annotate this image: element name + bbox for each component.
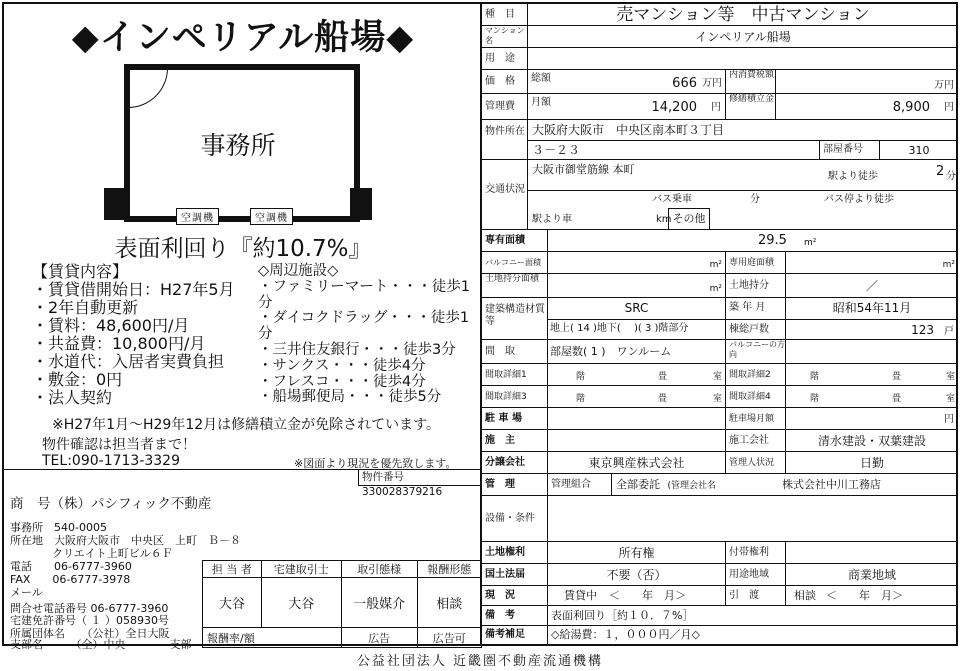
floorplan-room-label: 事務所 — [200, 131, 276, 160]
landright-value: 所有権 — [548, 542, 726, 563]
car-label: 駅より車 — [532, 214, 572, 225]
garden-cell — [786, 252, 958, 273]
near-line: ・ダイコクドラッグ・・・徒歩1分 — [258, 310, 470, 343]
staff-value: 一般媒介 — [341, 578, 417, 628]
license-number: 宅建免許番号（ １ ）058930号 — [10, 614, 169, 627]
traffic-label: 交通状況 — [482, 160, 528, 229]
contact-note — [42, 437, 196, 469]
detail2-label: 間取詳細2 — [726, 364, 786, 385]
balcony-label: バルコニー面積 — [482, 252, 548, 273]
walk-value: 2 — [936, 164, 945, 179]
row-right — [482, 542, 958, 564]
yen-unit: 円 — [944, 102, 954, 113]
monthly-label: 月額 — [531, 97, 551, 108]
units-value: 123 — [911, 323, 934, 337]
m2-unit: m² — [709, 284, 722, 294]
footer-org: 公益社団法人 近畿圏不動産流通機構 — [356, 654, 604, 669]
detail3-label: 間取詳細3 — [482, 386, 548, 407]
near-line: ・ファミリーマート・・・徒歩1分 — [258, 278, 470, 311]
current-value: 賃貸中 — [564, 589, 597, 602]
traffic-cell — [528, 160, 958, 229]
staff-value: 大谷 — [203, 578, 262, 628]
cond-line: ・2年自動更新 — [32, 298, 139, 317]
property-title: ◆インペリアル船場◆ — [71, 18, 415, 58]
near-line: ◇周辺施設◇ — [258, 263, 339, 279]
mgmt-value: 14,200 — [651, 100, 697, 115]
near-line: ・フレスコ・・・徒歩4分 — [258, 373, 426, 390]
row-area — [482, 230, 958, 252]
shitsu-unit: 室 — [945, 372, 955, 382]
row-builder — [482, 430, 958, 452]
row-law — [482, 564, 958, 586]
kai-unit: 階 — [576, 372, 586, 382]
office-tel: 電話 06-6777-3960 — [10, 560, 132, 573]
row-balcony — [482, 252, 958, 274]
column-left — [104, 188, 126, 220]
struct-label: 建築構造材質等 — [482, 298, 548, 339]
price-cell — [528, 70, 726, 93]
remark2-label: 備考補足 — [482, 626, 548, 644]
office-fax: FAX 06-6777-3978 — [10, 573, 131, 586]
row-detail3 — [482, 386, 958, 408]
rental-conditions — [32, 263, 235, 407]
cond-line: ・賃貸借開始日：H27年5月 — [32, 280, 235, 299]
dir-label: バルコニーの方向 — [726, 340, 786, 363]
price-label: 価 格 — [482, 70, 528, 93]
tax-unit: 万円 — [934, 80, 954, 91]
share2-value: ／ — [865, 279, 878, 293]
deliv-label: 引 渡 — [726, 586, 786, 605]
kind-label: 種 目 — [482, 4, 528, 25]
row-manage — [482, 474, 958, 496]
yield-headline: 表面利回り『約10.7%』 — [114, 236, 372, 262]
units-label: 棟総戸数 — [726, 319, 786, 340]
shitsu-unit: 室 — [712, 372, 722, 382]
staff-value: 大谷 — [261, 578, 341, 628]
kai-unit: 階 — [576, 394, 586, 404]
cond-line: 【賃貸内容】 — [32, 262, 129, 281]
mgmt-label: 管理費 — [482, 94, 528, 119]
yen-unit: 円 — [711, 102, 721, 113]
row-share — [482, 274, 958, 298]
detail4-cell — [786, 386, 958, 407]
landright-label: 土地権利 — [482, 542, 548, 563]
equip-label: 設備・条件 — [482, 496, 548, 541]
row-current — [482, 586, 958, 606]
row-layout — [482, 340, 958, 364]
office-address: 所在地 大阪府大阪市 中央区 上町 Ｂ－８ — [10, 534, 241, 547]
current-date: ＜ 年 月＞ — [609, 589, 686, 602]
busstop-label: バス停より徒歩 — [824, 194, 894, 205]
floors-value: 地上( 14 )地下( )( 3 )階部分 — [548, 319, 726, 338]
loc-line1: 大阪府大阪市 中央区南本町３丁目 — [532, 123, 725, 137]
cond-line: ・法人契約 — [32, 388, 113, 407]
const-label: 施工会社 — [726, 430, 786, 451]
row-structure — [482, 298, 958, 340]
row-sales — [482, 452, 958, 474]
row-location — [482, 120, 958, 160]
tatami-unit: 畳 — [658, 372, 668, 382]
zone-value: 商業地域 — [847, 568, 896, 582]
fee-label: 報酬率/額 — [203, 628, 342, 648]
use-label: 用 途 — [482, 48, 528, 69]
staff-header: 報酬形態 — [417, 561, 481, 578]
walk-label: 駅より徒歩 — [828, 171, 878, 182]
remark-value: 表面利回り［約１０．７%］ — [551, 609, 694, 622]
sales-value: 東京興産株式会社 — [548, 452, 726, 473]
flyer-frame — [2, 2, 958, 651]
deliv-date: ＜ 年 月＞ — [826, 589, 903, 602]
row-remark2 — [482, 626, 958, 644]
staff-header: 取引態様 — [341, 561, 417, 578]
area-cell — [548, 230, 958, 251]
built-label: 築 年 月 — [726, 298, 786, 319]
current-label: 現 況 — [482, 586, 548, 605]
other-label: その他 — [668, 208, 710, 230]
repair-cell — [776, 94, 958, 119]
price-unit: 万円 — [702, 78, 722, 89]
detail1-label: 間取詳細1 — [482, 364, 548, 385]
km-unit: km — [656, 214, 672, 225]
mstatus-label: 管理人状況 — [726, 452, 786, 473]
built-value: 昭和54年11月 — [832, 301, 912, 315]
built-cell — [726, 298, 958, 339]
area-unit: m² — [804, 238, 817, 248]
column-right — [350, 188, 372, 220]
repair-label: 修繕積立金 — [726, 94, 776, 119]
tatami-unit: 畳 — [892, 372, 902, 382]
branch-name: 支部名 （全）中央 支部 — [10, 638, 192, 651]
row-kind — [482, 4, 958, 26]
units-unit: 戸 — [944, 326, 954, 337]
remark2-value: ◇給湯費：１，０００円／月◇ — [551, 628, 700, 641]
zone-label: 用途地域 — [726, 564, 786, 585]
mco-value: 株式会社中川工務店 — [782, 478, 881, 491]
left-panel — [4, 4, 482, 651]
area-label: 専有面積 — [482, 230, 548, 251]
const-value: 清水建設・双葉建設 — [817, 434, 926, 448]
min-unit: 分 — [946, 171, 956, 182]
yen-unit: 円 — [944, 414, 954, 425]
detail3-cell — [548, 386, 726, 407]
train-line: 大阪市御堂筋線 本町 — [532, 163, 635, 176]
confirm-text: 物件確認は担当者まで！ — [42, 437, 196, 453]
loc-label: 物件所在 — [482, 120, 528, 159]
name-label: マンション名 — [482, 26, 528, 47]
row-use — [482, 48, 958, 70]
deliv-cell — [786, 586, 958, 605]
property-number: 物件番号 330028379216 — [358, 469, 482, 486]
remark-label: 備 考 — [482, 606, 548, 625]
struct-value: SRC — [624, 301, 649, 315]
row-name — [482, 26, 958, 48]
tatami-unit: 畳 — [658, 394, 668, 404]
parkfee-cell — [786, 408, 958, 429]
loc-cell — [528, 120, 958, 159]
price-value: 666 — [672, 76, 697, 91]
ac-unit-1: 空調機 — [176, 208, 219, 225]
shitsu-unit: 室 — [712, 394, 722, 404]
law-value: 不要（否） — [548, 564, 726, 585]
bus-label: バス乗車 — [652, 194, 692, 205]
loc-line2: ３－２３ — [528, 140, 820, 160]
floorplan — [104, 64, 372, 224]
consign-value: 全部委託 — [616, 478, 660, 491]
row-price — [482, 70, 958, 94]
org-name: 所属団体名 （公社）全日大阪 — [10, 627, 170, 640]
parking-label: 駐 車 場 — [482, 408, 548, 429]
m2-unit: m² — [942, 260, 955, 270]
mgmt-cell — [528, 94, 726, 119]
share2-label: 土地持分 — [726, 274, 786, 297]
cond-line: ・賃料：48,600円/月 — [32, 316, 190, 335]
mco-label: (管理会社名 — [667, 481, 717, 491]
name-value: インペリアル船場 — [695, 30, 791, 44]
current-cell — [548, 586, 726, 605]
tatami-unit: 畳 — [892, 394, 902, 404]
area-value: 29.5 — [758, 233, 787, 248]
union-label: 管理組合 — [548, 474, 612, 495]
layout-value: 部屋数( 1 ) ワンルーム — [548, 340, 726, 363]
ad-label: 広告 — [341, 628, 417, 648]
bus-min: 分 — [750, 194, 760, 205]
staff-header: 担 当 者 — [203, 561, 262, 578]
right-panel — [482, 4, 958, 644]
office-mail: メール — [10, 586, 43, 599]
m2-unit: m² — [709, 260, 722, 270]
inquiry-tel: 問合せ電話番号 06-6777-3960 — [10, 602, 169, 615]
tax-label: 内消費税額 — [726, 70, 776, 93]
mstatus-value: 日勤 — [859, 456, 884, 470]
tax-cell — [776, 70, 958, 93]
cond-line: ・水道代：入居者実費負担 — [32, 352, 225, 371]
detail1-cell — [548, 364, 726, 385]
struct-cell — [548, 298, 726, 339]
kai-unit: 階 — [810, 394, 820, 404]
balcony-cell — [548, 252, 726, 273]
consign-cell — [612, 474, 958, 495]
share-label: 土地持分面積 — [482, 274, 548, 297]
staff-value: 相談 — [417, 578, 481, 628]
detail4-label: 間取詳細4 — [726, 386, 786, 407]
near-line: ・三井住友銀行・・・徒歩3分 — [258, 341, 456, 358]
extra-label: 付帯権利 — [726, 542, 786, 563]
units-cell — [786, 319, 958, 340]
shitsu-unit: 室 — [945, 394, 955, 404]
row-parking — [482, 408, 958, 430]
garden-label: 専用庭面積 — [726, 252, 786, 273]
layout-label: 間 取 — [482, 340, 548, 363]
detail2-cell — [786, 364, 958, 385]
row-equip — [482, 496, 958, 542]
share-cell — [548, 274, 726, 297]
kind-value: 売マンション等 中古マンション — [616, 5, 870, 25]
contact-tel: TEL:090-1713-3329 — [42, 453, 180, 469]
roomno-label: 部屋番号 — [820, 140, 880, 160]
law-label: 国土法届 — [482, 564, 548, 585]
staff-header: 宅建取引士 — [261, 561, 341, 578]
row-detail1 — [482, 364, 958, 386]
parkfee-label: 駐車場月額 — [726, 408, 786, 429]
deliv-value: 相談 — [794, 589, 816, 602]
total-label: 総額 — [531, 73, 551, 84]
office-postal: 事務所 540-0005 — [10, 521, 107, 534]
office-building: クリエイト上町ビル６Ｆ — [52, 547, 173, 560]
staff-table — [202, 560, 482, 648]
builder-label: 施 主 — [482, 430, 548, 451]
manage-label: 管 理 — [482, 474, 548, 495]
repair-note: ※H27年1月～H29年12月は修繕積立金が免除されています。 — [52, 417, 441, 433]
near-line: ・船場郵便局・・・徒歩5分 — [258, 389, 442, 406]
roomno-value: 310 — [880, 140, 958, 160]
repair-value: 8,900 — [892, 100, 930, 115]
nearby-facilities — [258, 264, 480, 406]
sales-label: 分譲会社 — [482, 452, 548, 473]
figure-note: ※図面より現況を優先致します。 — [294, 457, 457, 470]
cond-line: ・敷金：0円 — [32, 370, 123, 389]
builder-cell — [548, 430, 726, 451]
near-line: ・サンクス・・・徒歩4分 — [258, 357, 426, 374]
parking-cell — [548, 408, 726, 429]
row-remark — [482, 606, 958, 626]
row-mgmt — [482, 94, 958, 120]
cond-line: ・共益費：10,800円/月 — [32, 334, 206, 353]
row-traffic — [482, 160, 958, 230]
kai-unit: 階 — [810, 372, 820, 382]
ac-unit-2: 空調機 — [250, 208, 293, 225]
company-name: 商 号（株）パシフィック不動産 — [10, 496, 212, 512]
ad-value: 広告可 — [417, 628, 481, 648]
